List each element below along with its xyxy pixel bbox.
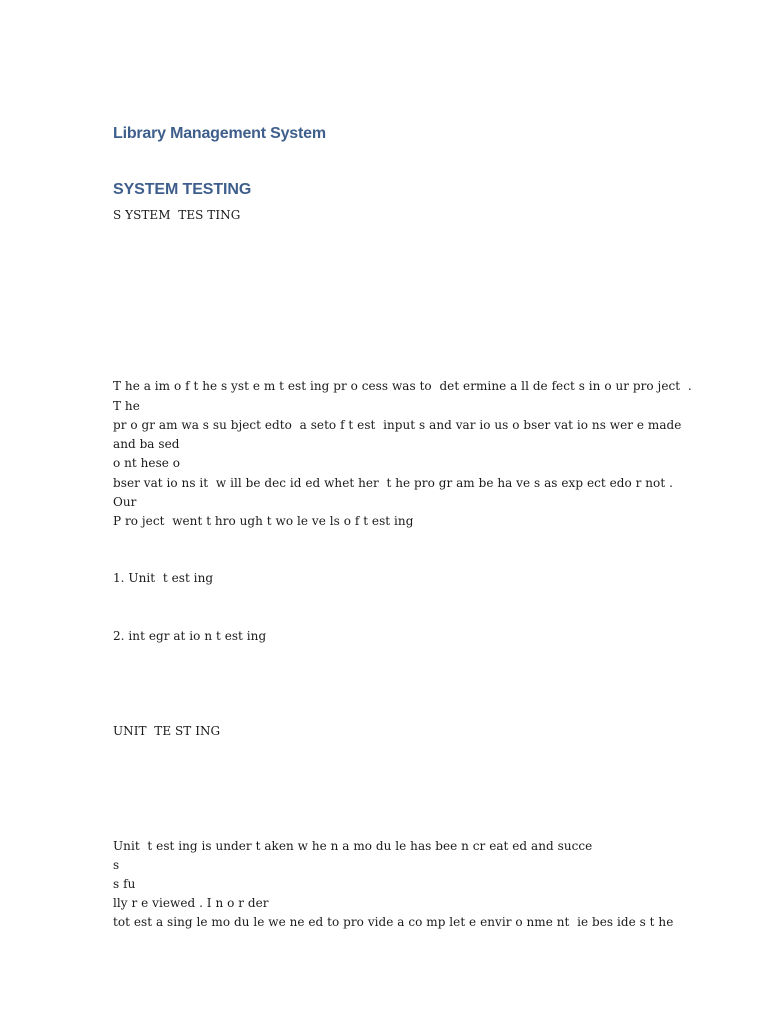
list-item: 1. Unit t est ing — [113, 571, 214, 585]
paragraph-line: Our — [113, 495, 137, 509]
paragraph-line: lly r e viewed . I n o r der — [113, 896, 269, 910]
paragraph-line: and ba sed — [113, 437, 180, 451]
paragraph-line: o nt hese o — [113, 456, 181, 470]
paragraph-line: tot est a sing le mo du le we ne ed to pro vide a co mp let e envir o nme nt ie bes ide s t he — [113, 915, 674, 929]
paragraph-line: pr o gr am wa s su bject edto a seto f t est input s and var io us o bser vat io ns wer e made — [113, 418, 682, 432]
section-heading: SYSTEM TESTING — [113, 181, 252, 198]
paragraph-line: T he — [113, 399, 140, 413]
subheading: S YSTEM TES TING — [113, 208, 241, 222]
paragraph-line: bser vat io ns it w ill be dec id ed whet her t he pro gr am be ha ve s as exp ect edo r not . — [113, 476, 673, 490]
paragraph-line: s — [113, 858, 120, 872]
paragraph-line: Unit t est ing is under t aken w he n a mo du le has bee n cr eat ed and succe — [113, 839, 593, 853]
unit-testing-heading: UNIT TE ST ING — [113, 724, 221, 738]
list-item: 2. int egr at io n t est ing — [113, 629, 267, 643]
document-title: Library Management System — [113, 125, 326, 142]
paragraph-line: P ro ject went t hro ugh t wo le ve ls o f t est ing — [113, 514, 414, 528]
paragraph-line: s fu — [113, 877, 136, 891]
paragraph-line: T he a im o f t he s yst e m t est ing pr o cess was to det ermine a ll de fect s in o ur pro ject . — [113, 379, 692, 393]
